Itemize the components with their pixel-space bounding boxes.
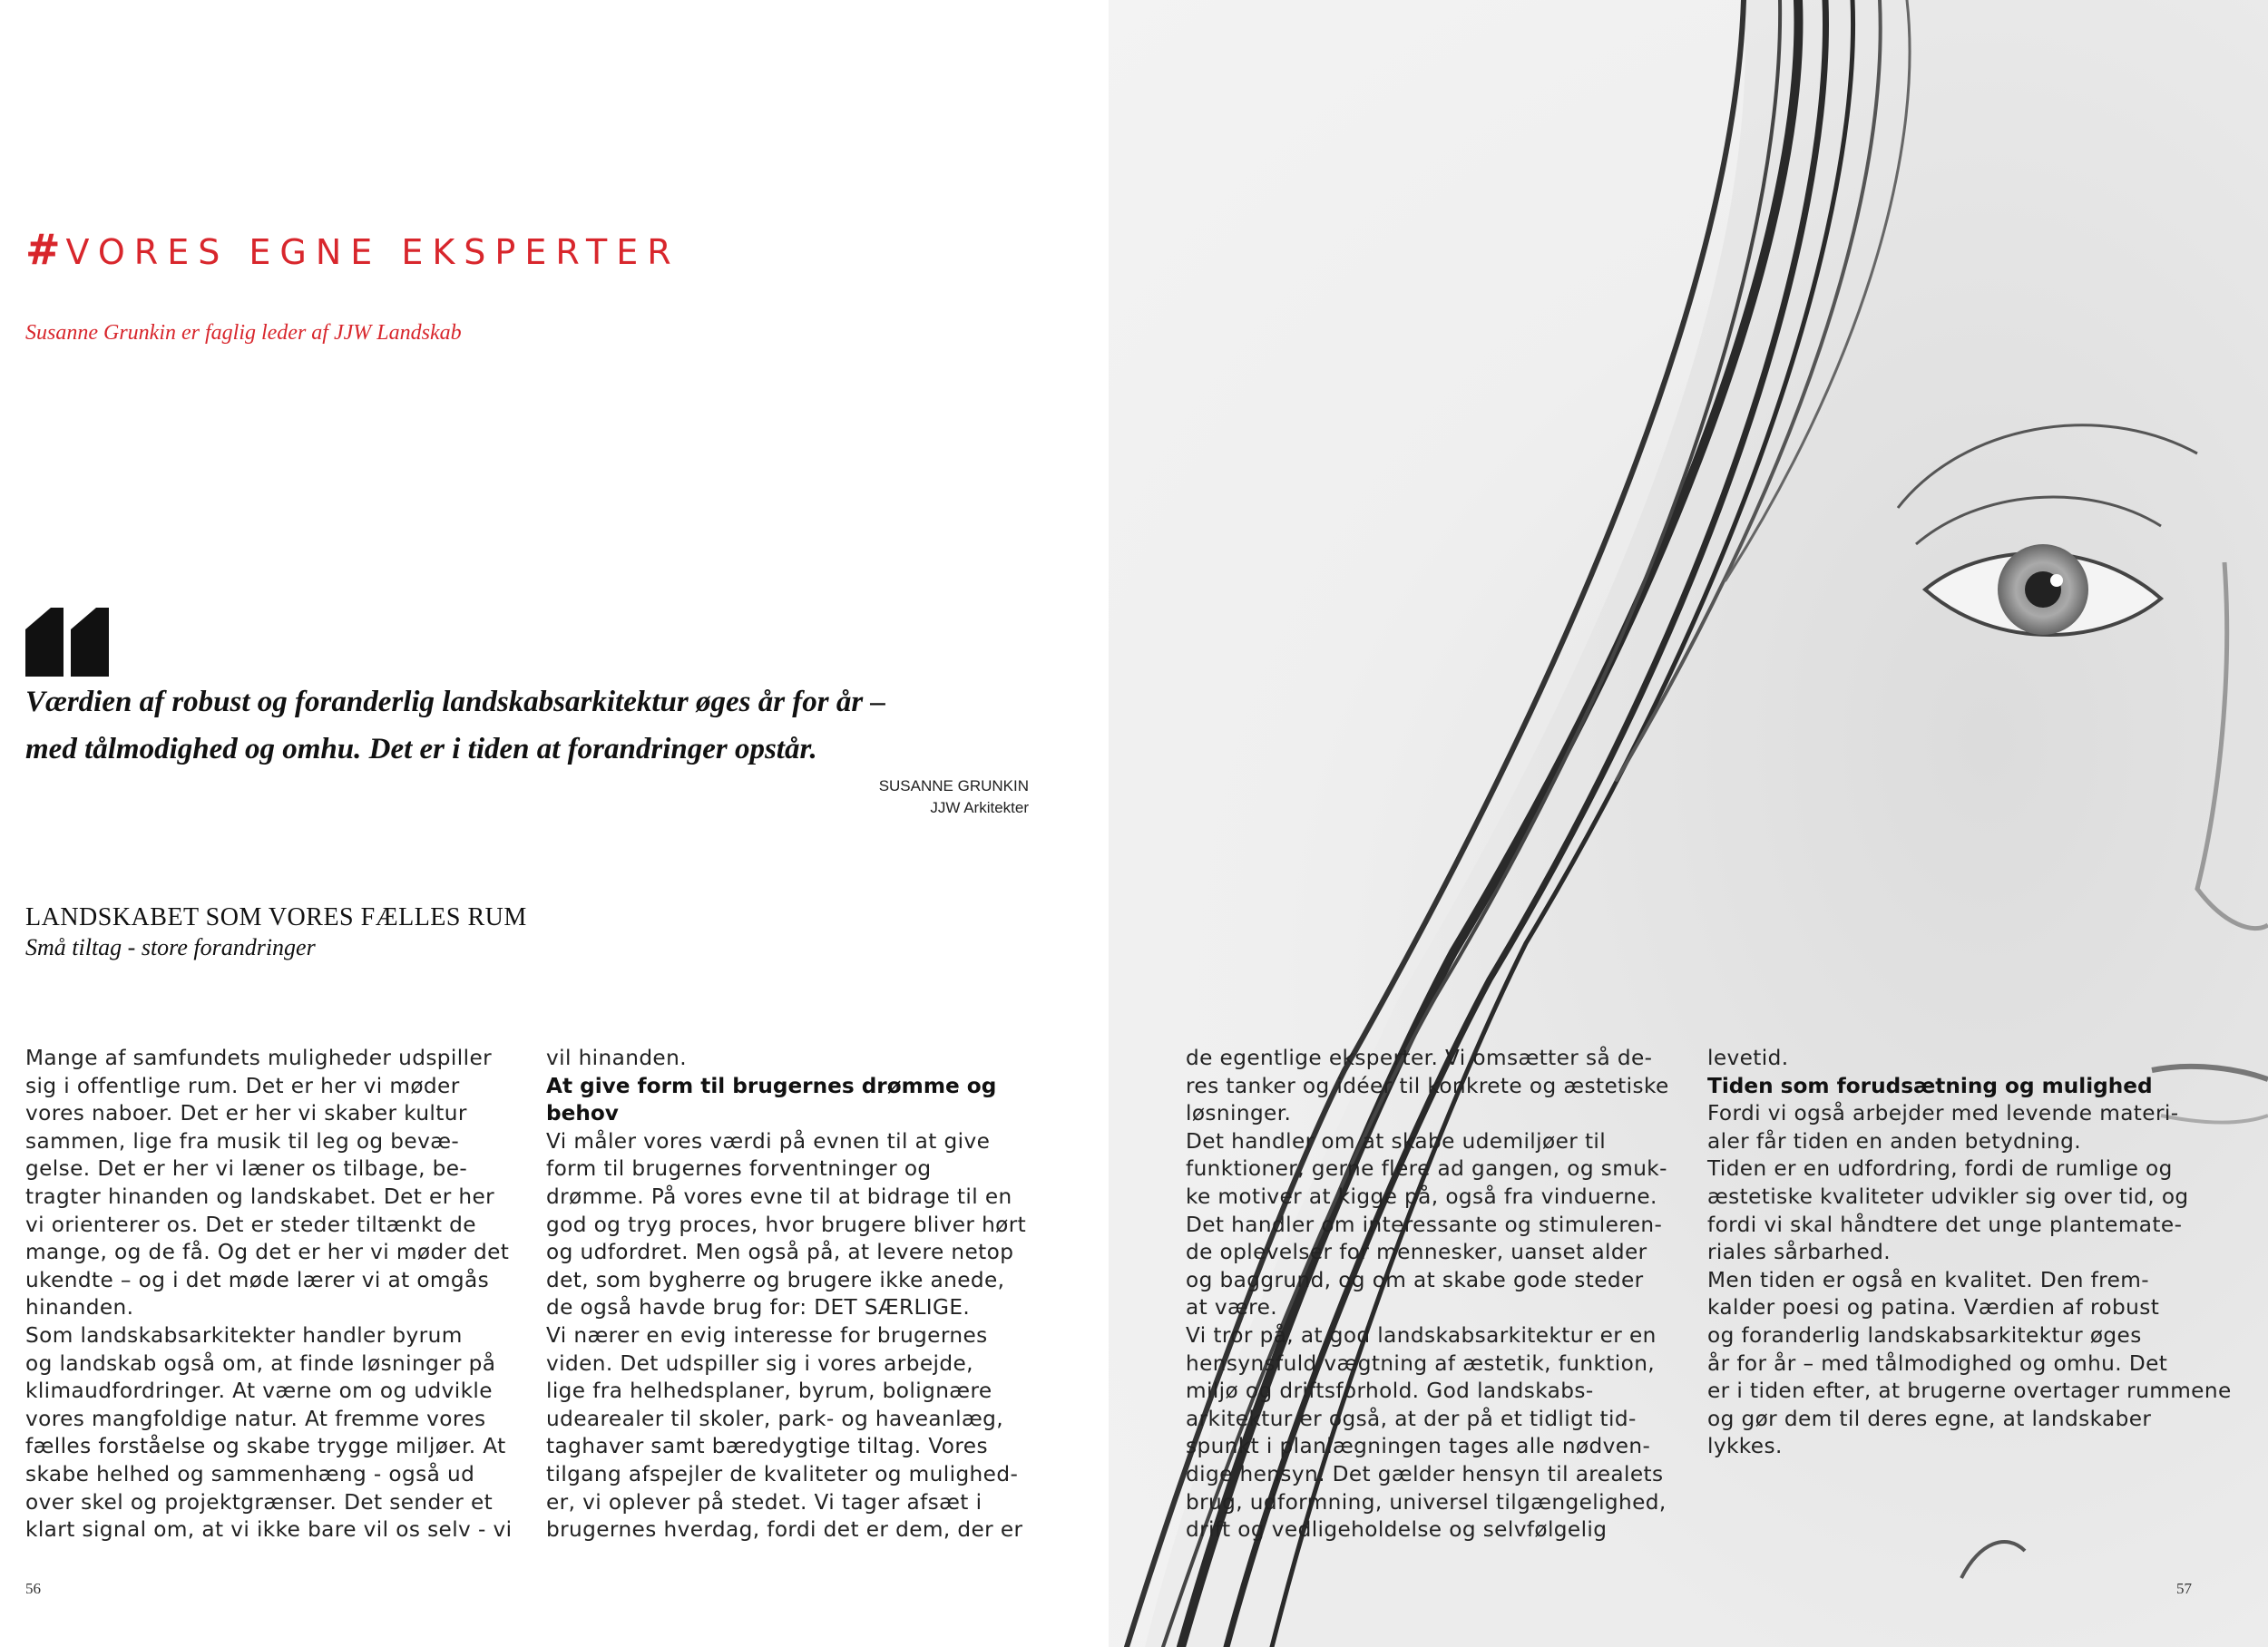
body-text-line: res tanker og idéer til konkrete og æstetiske xyxy=(1186,1073,1669,1098)
body-text-line: funktioner, gerne flere ad gangen, og smuk- xyxy=(1186,1156,1667,1182)
body-text-line: udearealer til skoler, park- og haveanlæg, xyxy=(546,1406,1003,1431)
body-text-line: drømme. På vores evne til at bidrage til en xyxy=(546,1184,1012,1209)
page-heading xyxy=(25,225,680,274)
body-text-line: miljø og driftsforhold. God landskabs- xyxy=(1186,1379,1594,1404)
left-page xyxy=(0,0,1109,1647)
body-text-line: viden. Det udspiller sig i vores arbejde, xyxy=(546,1350,973,1376)
hash-symbol: # xyxy=(25,225,66,274)
body-text-line: god og tryg proces, hvor brugere bliver hørt xyxy=(546,1212,1027,1237)
body-text-line: hinanden. xyxy=(25,1295,134,1321)
body-text-line: gelse. Det er her vi læner os tilbage, be- xyxy=(25,1156,468,1182)
body-text-line: fordi vi skal håndtere det unge plantemate- xyxy=(1707,1212,2183,1237)
body-text-line: hensynsfuld vægtning af æstetik, funktion, xyxy=(1186,1350,1656,1376)
right-page xyxy=(1109,0,2268,1647)
body-text-line: levetid. xyxy=(1707,1046,1789,1070)
body-text-line: tilgang afspejler de kvaliteter og mulighed- xyxy=(546,1461,1019,1486)
body-text-line: mange, og de få. Og det er her vi møder det xyxy=(25,1240,510,1265)
page-number-left: 56 xyxy=(25,1580,41,1597)
quote-line: Værdien af robust og foranderlig landskabsarkitektur øges år for år – xyxy=(25,686,885,718)
body-text-line: og gør dem til deres egne, at landskaber xyxy=(1707,1406,2152,1431)
body-text-line: form til brugernes forventninger og xyxy=(546,1156,932,1182)
body-text-line: og landskab også om, at finde løsninger på xyxy=(25,1350,496,1376)
body-text-line: aler får tiden en anden betydning. xyxy=(1707,1128,2082,1154)
body-text-line: æstetiske kvaliteter udvikler sig over tid, og xyxy=(1707,1184,2189,1209)
body-text-line: tragter hinanden og landskabet. Det er her xyxy=(25,1184,495,1209)
subheading-line: behov xyxy=(546,1101,619,1126)
body-text-line: de oplevelser for mennesker, uanset alder xyxy=(1186,1240,1647,1265)
text-column-1 xyxy=(25,1045,512,1545)
page-number-right: 57 xyxy=(2176,1580,2192,1597)
body-text-line: og udfordret. Men også på, at levere netop xyxy=(546,1240,1014,1265)
subheading-line: At give form til brugernes drømme og xyxy=(546,1073,997,1098)
body-text-line: det, som bygherre og brugere ikke anede, xyxy=(546,1267,1005,1292)
text-column-4 xyxy=(1707,1045,2232,1461)
body-text-line: Vi nærer en evig interesse for brugernes xyxy=(546,1322,988,1348)
body-text-line: brugernes hverdag, fordi det er dem, der er xyxy=(546,1517,1023,1543)
body-text-line: klimaudfordringer. At værne om og udvikle xyxy=(25,1379,493,1404)
body-text-line: vi orienterer os. Det er steder tiltænkt de xyxy=(25,1212,476,1237)
heading-subtitle: Susanne Grunkin er faglig leder af JJW Landskab xyxy=(25,321,462,345)
heading-title: VORES EGNE EKSPERTER xyxy=(65,232,680,272)
body-text-line: Som landskabsarkitekter handler byrum xyxy=(25,1322,463,1348)
body-text-line: spunkt i planlægningen tages alle nødven- xyxy=(1186,1434,1651,1459)
body-text-line: Vi tror på, at god landskabsarkitektur er en xyxy=(1186,1322,1657,1348)
body-text-line: år for år – med tålmodighed og omhu. Det xyxy=(1707,1350,2168,1376)
body-text-line: fælles forståelse og skabe trygge miljøer. At xyxy=(25,1434,506,1459)
quote-attribution xyxy=(879,775,1029,819)
quote-line: med tålmodighed og omhu. Det er i tiden at forandringer opstår. xyxy=(25,733,817,765)
body-text-line: kalder poesi og patina. Værdien af robust xyxy=(1707,1295,2160,1321)
body-text-line: riales sårbarhed. xyxy=(1707,1240,1892,1265)
text-column-3 xyxy=(1186,1045,1669,1545)
body-text-line: Mange af samfundets muligheder udspiller xyxy=(25,1046,493,1070)
body-text-line: drift og vedligeholdelse og selvfølgelig xyxy=(1186,1517,1608,1543)
body-text-line: klart signal om, at vi ikke bare vil os selv - vi xyxy=(25,1517,513,1543)
body-text-line: over skel og projektgrænser. Det sender et xyxy=(25,1489,494,1515)
body-text-line: at være. xyxy=(1186,1295,1278,1321)
body-text-line: Det handler om interessante og stimuleren- xyxy=(1186,1212,1663,1237)
quote-author-company: JJW Arkitekter xyxy=(930,799,1029,816)
body-text-line: de egentlige eksperter. Vi omsætter så de- xyxy=(1186,1046,1653,1070)
quote-author-name: SUSANNE GRUNKIN xyxy=(878,777,1029,794)
section-subtitle: Små tiltag - store forandringer xyxy=(25,934,316,960)
body-text-line: vores mangfoldige natur. At fremme vores xyxy=(25,1406,486,1431)
body-text-line: er, vi oplever på stedet. Vi tager afsæt i xyxy=(546,1489,982,1515)
body-text-line: arkitektur er også, at der på et tidligt tid- xyxy=(1186,1406,1637,1431)
body-text-line: taghaver samt bæredygtige tiltag. Vores xyxy=(546,1434,988,1459)
body-text-line: ke motiver at kigge på, også fra vinduerne. xyxy=(1186,1184,1657,1209)
body-text-line: ukendte – og i det møde lærer vi at omgås xyxy=(25,1267,490,1292)
body-text-line: de også havde brug for: DET SÆRLIGE. xyxy=(546,1295,971,1321)
quote-mark-icon xyxy=(25,608,112,677)
body-text-line: dige hensyn. Det gælder hensyn til arealets xyxy=(1186,1461,1664,1486)
body-text-line: lige fra helhedsplaner, byrum, bolignære xyxy=(546,1379,992,1404)
body-text-line: vil hinanden. xyxy=(546,1046,687,1070)
body-text-line: sig i offentlige rum. Det er her vi møder xyxy=(25,1073,460,1098)
section-title: LANDSKABET SOM VORES FÆLLES RUM xyxy=(25,903,527,931)
body-text-line: lykkes. xyxy=(1707,1434,1783,1459)
body-text-line: brug, udformning, universel tilgængelighed, xyxy=(1186,1489,1667,1515)
body-text-line: skabe helhed og sammenhæng - også ud xyxy=(25,1461,475,1486)
body-text-line: sammen, lige fra musik til leg og bevæ- xyxy=(25,1128,460,1154)
body-text-line: Fordi vi også arbejder med levende materi- xyxy=(1707,1101,2179,1126)
body-text-line: vores naboer. Det er her vi skaber kultur xyxy=(25,1101,467,1126)
body-text-line: og foranderlig landskabsarkitektur øges xyxy=(1707,1322,2142,1348)
body-text-line: Men tiden er også en kvalitet. Den frem- xyxy=(1707,1267,2150,1292)
body-text-line: er i tiden efter, at brugerne overtager rummene xyxy=(1707,1379,2232,1404)
body-text-line: Tiden er en udfordring, fordi de rumlige og xyxy=(1707,1156,2173,1182)
body-text-line: og baggrund, og om at skabe gode steder xyxy=(1186,1267,1644,1292)
subheading-line: Tiden som forudsætning og mulighed xyxy=(1707,1073,2153,1098)
text-column-2 xyxy=(546,1045,1026,1545)
body-text-line: Det handler om at skabe udemiljøer til xyxy=(1186,1128,1607,1154)
body-text-line: Vi måler vores værdi på evnen til at give xyxy=(546,1128,991,1154)
pull-quote xyxy=(25,678,933,773)
body-text-line: løsninger. xyxy=(1186,1101,1292,1126)
